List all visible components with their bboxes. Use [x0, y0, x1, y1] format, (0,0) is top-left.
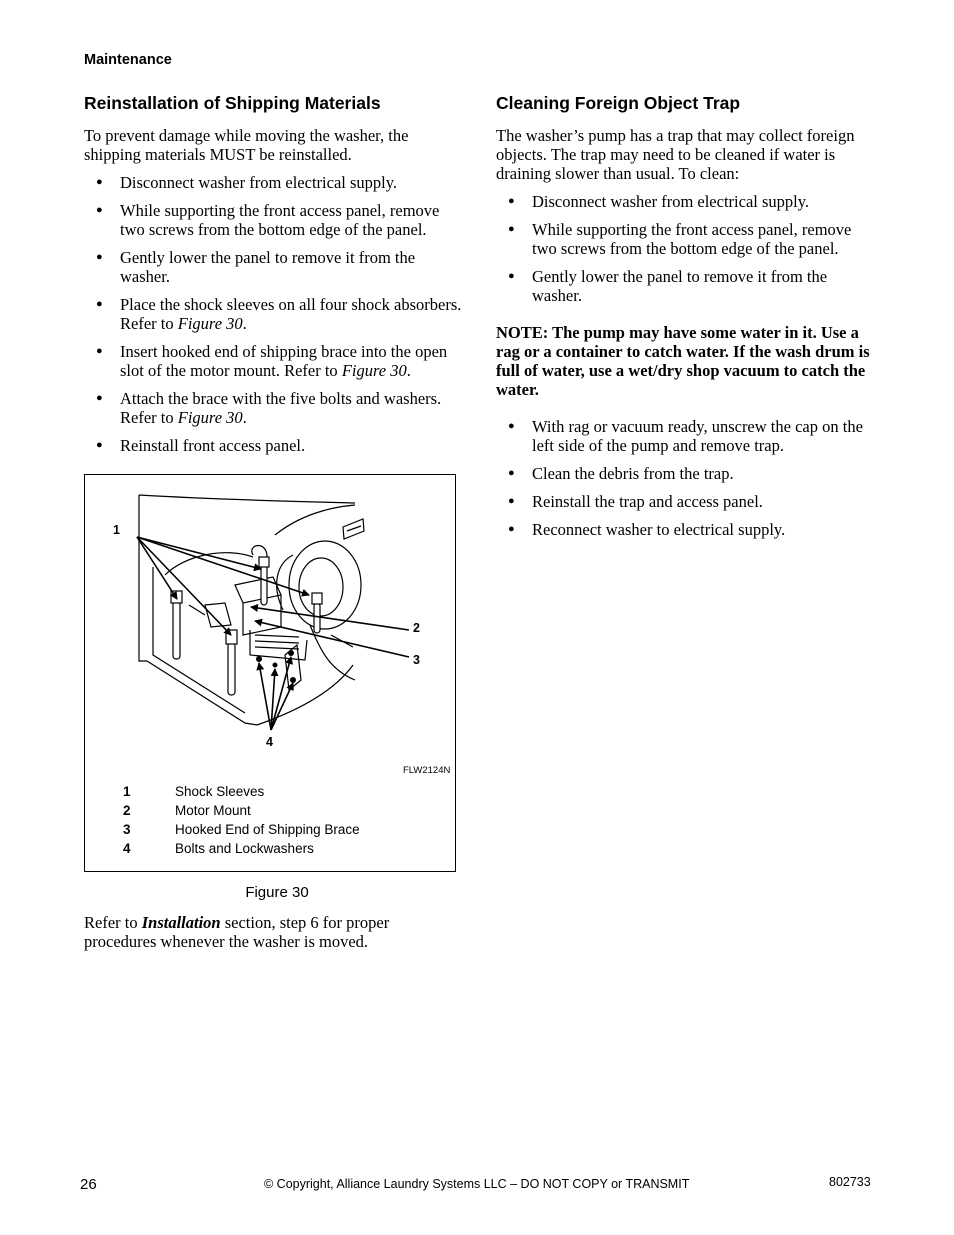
figure-code: FLW2124N: [403, 765, 451, 776]
list-item: ● Insert hooked end of shipping brace into the open slot of the motor mount. Refer to Figure 30.: [96, 342, 448, 380]
bullet-icon: ●: [96, 298, 103, 310]
callout-4: 4: [266, 735, 273, 749]
bullet-icon: ●: [96, 251, 103, 263]
callout-3: 3: [413, 653, 420, 667]
left-intro: To prevent damage while moving the washer, the shipping materials MUST be reinstalled.: [84, 126, 409, 164]
list-item: ● Reinstall front access panel.: [96, 436, 306, 455]
page-number: 26: [80, 1176, 97, 1193]
figure-legend: [123, 782, 360, 858]
right-intro: The washer’s pump has a trap that may collect foreign objects. The trap may need to be cleaned if water is draining slower than usual. To clean:: [496, 126, 855, 183]
copyright-notice: © Copyright, Alliance Laundry Systems LLC – DO NOT COPY or TRANSMIT: [264, 1177, 690, 1191]
shock-absorbers: [171, 557, 322, 695]
legend-row: 1 Shock Sleeves: [123, 784, 265, 799]
bullet-icon: ●: [508, 420, 515, 432]
list-item: ● Place the shock sleeves on all four shock absorbers. Refer to Figure 30.: [96, 295, 462, 333]
right-column: [496, 92, 874, 557]
bullet-icon: ●: [96, 392, 103, 404]
list-item: ● While supporting the front access panel, remove two screws from the bottom edge of the panel.: [508, 220, 852, 258]
bullet-icon: ●: [508, 270, 515, 282]
right-bullet-list-1: [496, 192, 874, 305]
note-text: NOTE: The pump may have some water in it. Use a rag or a container to catch water. If the wash drum is full of water, use a wet/dry shop vacuum to catch the water.: [496, 323, 870, 399]
document-number: 802733: [829, 1175, 871, 1189]
bullet-icon: ●: [96, 176, 103, 188]
legend-row: 2 Motor Mount: [123, 803, 251, 818]
bullet-icon: ●: [96, 204, 103, 216]
list-item: ● With rag or vacuum ready, unscrew the cap on the left side of the pump and remove trap.: [508, 417, 863, 455]
bullet-icon: ●: [96, 345, 103, 357]
list-item: ● Disconnect washer from electrical supply.: [508, 192, 810, 211]
figure-reference: Figure 30: [341, 361, 407, 380]
installation-link-text: Installation: [141, 913, 221, 932]
bullet-icon: ●: [96, 439, 103, 451]
legend-row: 4 Bolts and Lockwashers: [123, 841, 314, 856]
bullet-icon: ●: [508, 467, 515, 479]
figure-reference: Figure 30: [177, 314, 243, 333]
list-item: ● Attach the brace with the five bolts and washers. Refer to Figure 30.: [96, 389, 442, 427]
right-bullet-list-2: [496, 417, 874, 539]
legend-row: 3 Hooked End of Shipping Brace: [123, 822, 360, 837]
section-header: Maintenance: [84, 52, 172, 68]
list-item: ● Gently lower the panel to remove it from the washer.: [508, 267, 828, 305]
bullet-icon: ●: [508, 495, 515, 507]
left-column: [84, 92, 462, 473]
list-item: ● Clean the debris from the trap.: [508, 464, 734, 483]
callout-2: 2: [413, 621, 420, 635]
bullet-icon: ●: [508, 195, 515, 207]
left-bullet-list: [84, 173, 462, 455]
installation-reference: Refer to Installation section, step 6 for proper procedures whenever the washer is moved.: [84, 913, 390, 951]
figure-caption: Figure 30: [245, 884, 309, 901]
list-item: ● While supporting the front access panel, remove two screws from the bottom edge of the panel.: [96, 201, 440, 239]
list-item: ● Reconnect washer to electrical supply.: [508, 520, 786, 539]
callout-1: 1: [113, 523, 120, 537]
list-item: ● Gently lower the panel to remove it from the washer.: [96, 248, 416, 286]
bullet-icon: ●: [508, 523, 515, 535]
right-section-title: Cleaning Foreign Object Trap: [496, 93, 741, 113]
figure-reference: Figure 30: [177, 408, 243, 427]
figure-30-box: [84, 474, 456, 872]
list-item: ● Disconnect washer from electrical supply.: [96, 173, 398, 192]
left-section-title: Reinstallation of Shipping Materials: [84, 93, 381, 113]
bullet-icon: ●: [508, 223, 515, 235]
list-item: ● Reinstall the trap and access panel.: [508, 492, 763, 511]
